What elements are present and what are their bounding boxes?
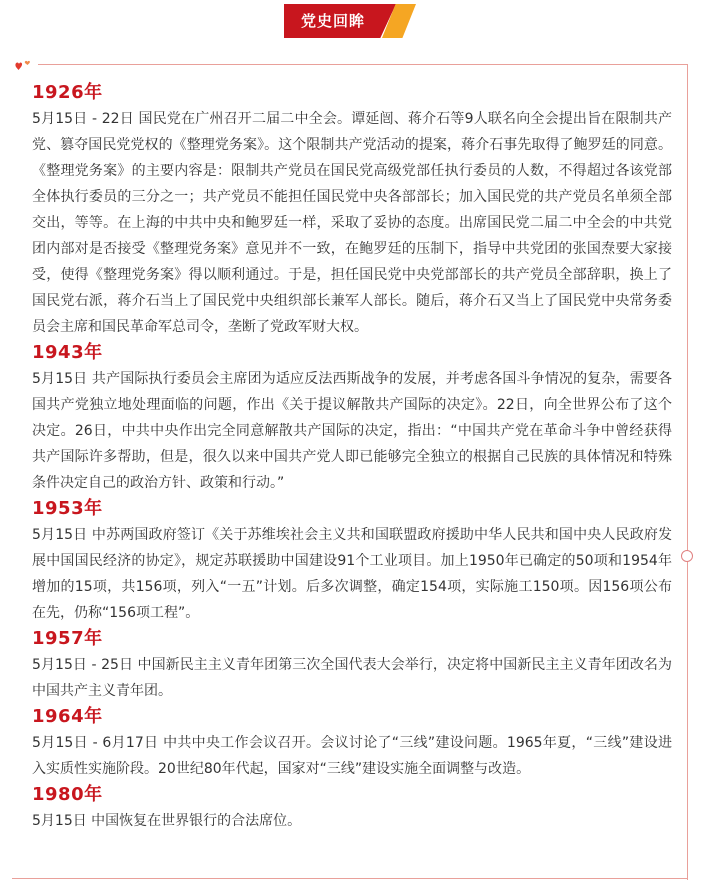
entry-1926 <box>32 80 672 340</box>
history-entries <box>32 80 672 834</box>
entry-text: 5月15日 中苏两国政府签订《关于苏维埃社会主义共和国联盟政府援助中华人民共和国中央人民政府发展中国国民经济的协定》，规定苏联援助中国建设91个工业项目。加上1950年已确定的50项和1954年增加的15项，共156项，列入“一五”计划。后多次调整，确定154项，实际施工150项。因156项公布在先，仍称“156项工程”。 <box>32 527 672 621</box>
frame-right-line <box>687 64 688 880</box>
entry-1964 <box>32 704 672 782</box>
entry-year: 1980年 <box>32 784 103 805</box>
section-banner <box>284 4 424 38</box>
frame-bottom-line <box>12 878 688 879</box>
entry-year: 1957年 <box>32 628 103 649</box>
entry-1980 <box>32 782 672 834</box>
ring-icon <box>681 550 693 562</box>
entry-1957 <box>32 626 672 704</box>
entry-year: 1964年 <box>32 706 103 727</box>
frame-top-line <box>38 64 688 65</box>
entry-text: 5月15日 共产国际执行委员会主席团为适应反法西斯战争的发展，并考虑各国斗争情况的复杂，需要各国共产党独立地处理面临的问题，作出《关于提议解散共产国际的决定》。22日，向全世界公布了这个决定。26日，中共中央作出完全同意解散共产国际的决定，指出：“中国共产党在革命斗争中曾经获得共产国际许多帮助，但是，很久以来中国共产党人即已能够完全独立的根据自己民族的具体情况和特殊条件决定自己的政治方针、政策和行动。” <box>32 371 672 491</box>
entry-year: 1943年 <box>32 342 103 363</box>
entry-year: 1953年 <box>32 498 103 519</box>
entry-text: 5月15日 - 25日 中国新民主主义青年团第三次全国代表大会举行，决定将中国新民主主义青年团改名为中国共产主义青年团。 <box>32 657 672 699</box>
entry-year: 1926年 <box>32 82 103 103</box>
entry-1953 <box>32 496 672 626</box>
entry-1943 <box>32 340 672 496</box>
banner-title: 党史回眸 <box>300 12 365 30</box>
heart-icon <box>12 58 38 78</box>
entry-text: 5月15日 中国恢复在世界银行的合法席位。 <box>32 813 302 829</box>
entry-text: 5月15日 - 6月17日 中共中央工作会议召开。会议讨论了“三线”建设问题。1965年夏，“三线”建设进入实质性实施阶段。20世纪80年代起，国家对“三线”建设实施全面调整与改造。 <box>32 735 672 777</box>
entry-text: 5月15日 - 22日 国民党在广州召开二届二中全会。谭延闿、蒋介石等9人联名向全会提出旨在限制共产党、篡夺国民党党权的《整理党务案》。这个限制共产党活动的提案，蒋介石事先取得了鲍罗廷的同意。《整理党务案》的主要内容是：限制共产党员在国民党高级党部任执行委员的人数，不得超过各该党部全体执行委员的三分之一；共产党员不能担任国民党中央各部部长；加入国民党的共产党员名单须全部交出，等等。在上海的中共中央和鲍罗廷一样，采取了妥协的态度。出席国民党二届二中全会的中共党团内部对是否接受《整理党务案》意见并不一致，在鲍罗廷的压制下，指导中共党团的张国焘要大家接受，使得《整理党务案》得以顺利通过。于是，担任国民党中央党部部长的共产党员全部辞职，换上了国民党右派，蒋介石当上了国民党中央组织部长兼军人部长。随后，蒋介石又当上了国民党中央常务委员会主席和国民革命军总司令，垄断了党政军财大权。 <box>32 111 672 335</box>
